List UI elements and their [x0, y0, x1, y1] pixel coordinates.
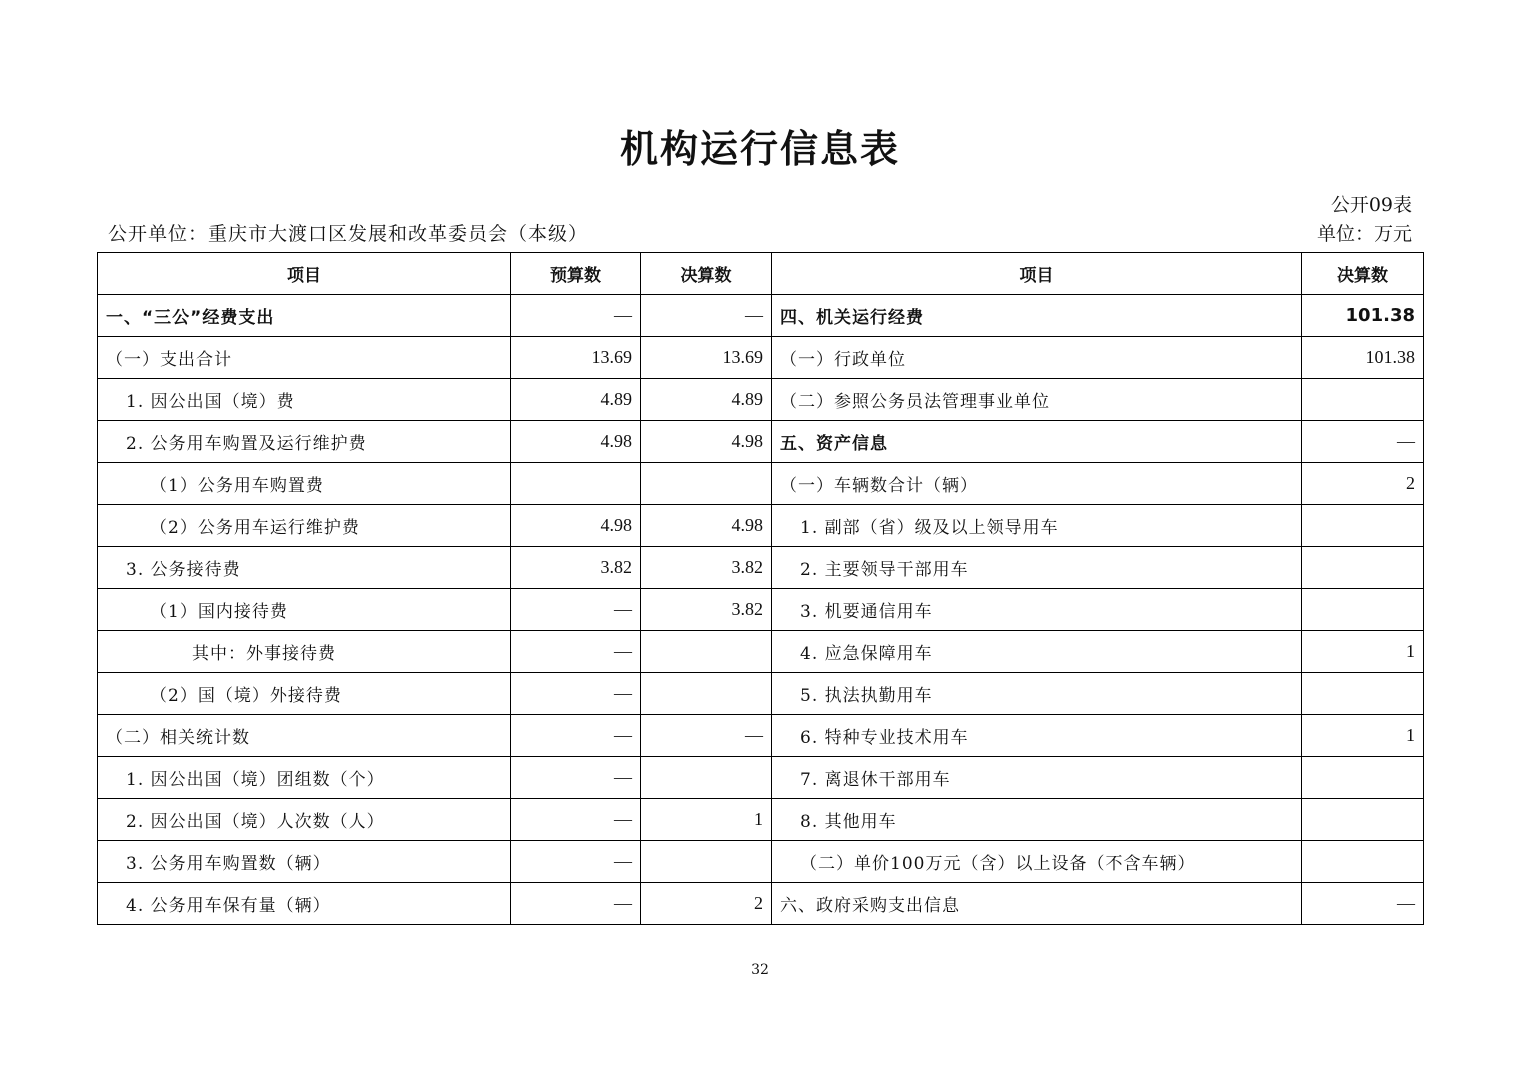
table-row [98, 589, 1424, 631]
row-budget: — [511, 883, 641, 925]
row-final-right: 2 [1302, 463, 1424, 505]
table-row [98, 421, 1424, 463]
page-title: 机构运行信息表 [619, 127, 900, 171]
table-row [98, 295, 1424, 337]
row-final-right: 1 [1302, 631, 1424, 673]
row-final-right [1302, 547, 1424, 589]
operations-info-table [97, 252, 1424, 925]
row-item-left: （2）国（境）外接待费 [98, 673, 511, 715]
table-row [98, 757, 1424, 799]
row-final-right [1302, 757, 1424, 799]
row-final-left [641, 463, 772, 505]
row-final-right [1302, 379, 1424, 421]
row-final-right [1302, 673, 1424, 715]
header-item-left: 项目 [98, 253, 511, 295]
row-budget: 4.98 [511, 505, 641, 547]
header-budget: 预算数 [511, 253, 641, 295]
form-number: 公开09表 [1330, 194, 1412, 216]
row-item-left: 3. 公务用车购置数（辆） [98, 841, 511, 883]
row-final-left: 3.82 [641, 547, 772, 589]
row-budget [511, 463, 641, 505]
row-final-right: — [1302, 421, 1424, 463]
row-final-left [641, 841, 772, 883]
table-row [98, 883, 1424, 925]
row-final-left [641, 631, 772, 673]
row-item-right: （一）行政单位 [772, 337, 1302, 379]
row-final-right: 101.38 [1302, 337, 1424, 379]
row-final-right [1302, 505, 1424, 547]
row-budget: 13.69 [511, 337, 641, 379]
table-row [98, 379, 1424, 421]
row-final-left: 1 [641, 799, 772, 841]
row-budget: 4.89 [511, 379, 641, 421]
row-final-left: 4.98 [641, 421, 772, 463]
row-item-right: 8. 其他用车 [772, 799, 1302, 841]
header-final-left: 决算数 [641, 253, 772, 295]
row-item-right: （二）单价100万元（含）以上设备（不含车辆） [772, 841, 1302, 883]
table-row [98, 631, 1424, 673]
row-item-left: （1）公务用车购置费 [98, 463, 511, 505]
row-item-left: 2. 公务用车购置及运行维护费 [98, 421, 511, 463]
row-item-left: （2）公务用车运行维护费 [98, 505, 511, 547]
row-item-left: 1. 因公出国（境）费 [98, 379, 511, 421]
row-final-left: — [641, 715, 772, 757]
row-item-left: 1. 因公出国（境）团组数（个） [98, 757, 511, 799]
row-final-left [641, 673, 772, 715]
row-final-right [1302, 589, 1424, 631]
row-item-right: 7. 离退休干部用车 [772, 757, 1302, 799]
row-final-right [1302, 841, 1424, 883]
row-budget: — [511, 841, 641, 883]
row-final-left: 13.69 [641, 337, 772, 379]
row-final-right: 1 [1302, 715, 1424, 757]
row-item-left: 3. 公务接待费 [98, 547, 511, 589]
row-item-right: 3. 机要通信用车 [772, 589, 1302, 631]
row-item-left: （一）支出合计 [98, 337, 511, 379]
row-item-right: 四、机关运行经费 [772, 295, 1302, 337]
row-budget: 3.82 [511, 547, 641, 589]
row-item-left: （二）相关统计数 [98, 715, 511, 757]
table-row [98, 841, 1424, 883]
row-item-right: （二）参照公务员法管理事业单位 [772, 379, 1302, 421]
row-item-right: 六、政府采购支出信息 [772, 883, 1302, 925]
page-number: 32 [751, 962, 769, 978]
row-item-left: 其中：外事接待费 [98, 631, 511, 673]
row-final-left [641, 757, 772, 799]
table-row [98, 673, 1424, 715]
header-item-right: 项目 [772, 253, 1302, 295]
table-row [98, 799, 1424, 841]
table-row [98, 463, 1424, 505]
row-budget: 4.98 [511, 421, 641, 463]
row-budget: — [511, 631, 641, 673]
row-final-right: 101.38 [1302, 295, 1424, 337]
row-budget: — [511, 295, 641, 337]
row-item-left: 4. 公务用车保有量（辆） [98, 883, 511, 925]
row-final-left: 4.98 [641, 505, 772, 547]
row-item-right: 2. 主要领导干部用车 [772, 547, 1302, 589]
reporting-unit: 公开单位：重庆市大渡口区发展和改革委员会（本级） [108, 223, 589, 245]
table-row [98, 337, 1424, 379]
row-budget: — [511, 589, 641, 631]
row-item-right: 6. 特种专业技术用车 [772, 715, 1302, 757]
row-final-left: 4.89 [641, 379, 772, 421]
row-item-right: 5. 执法执勤用车 [772, 673, 1302, 715]
row-item-left: 2. 因公出国（境）人次数（人） [98, 799, 511, 841]
table-row [98, 505, 1424, 547]
row-item-right: 1. 副部（省）级及以上领导用车 [772, 505, 1302, 547]
row-budget: — [511, 757, 641, 799]
row-budget: — [511, 673, 641, 715]
row-final-right [1302, 799, 1424, 841]
header-final-right: 决算数 [1302, 253, 1424, 295]
row-final-left: — [641, 295, 772, 337]
currency-unit: 单位：万元 [1316, 223, 1412, 245]
row-item-right: 五、资产信息 [772, 421, 1302, 463]
table-header-row [98, 253, 1424, 295]
row-item-left: （1）国内接待费 [98, 589, 511, 631]
row-item-right: （一）车辆数合计（辆） [772, 463, 1302, 505]
row-budget: — [511, 715, 641, 757]
row-item-left: 一、“三公”经费支出 [98, 295, 511, 337]
row-final-right: — [1302, 883, 1424, 925]
table-row [98, 547, 1424, 589]
table-row [98, 715, 1424, 757]
row-final-left: 3.82 [641, 589, 772, 631]
row-item-right: 4. 应急保障用车 [772, 631, 1302, 673]
row-budget: — [511, 799, 641, 841]
row-final-left: 2 [641, 883, 772, 925]
